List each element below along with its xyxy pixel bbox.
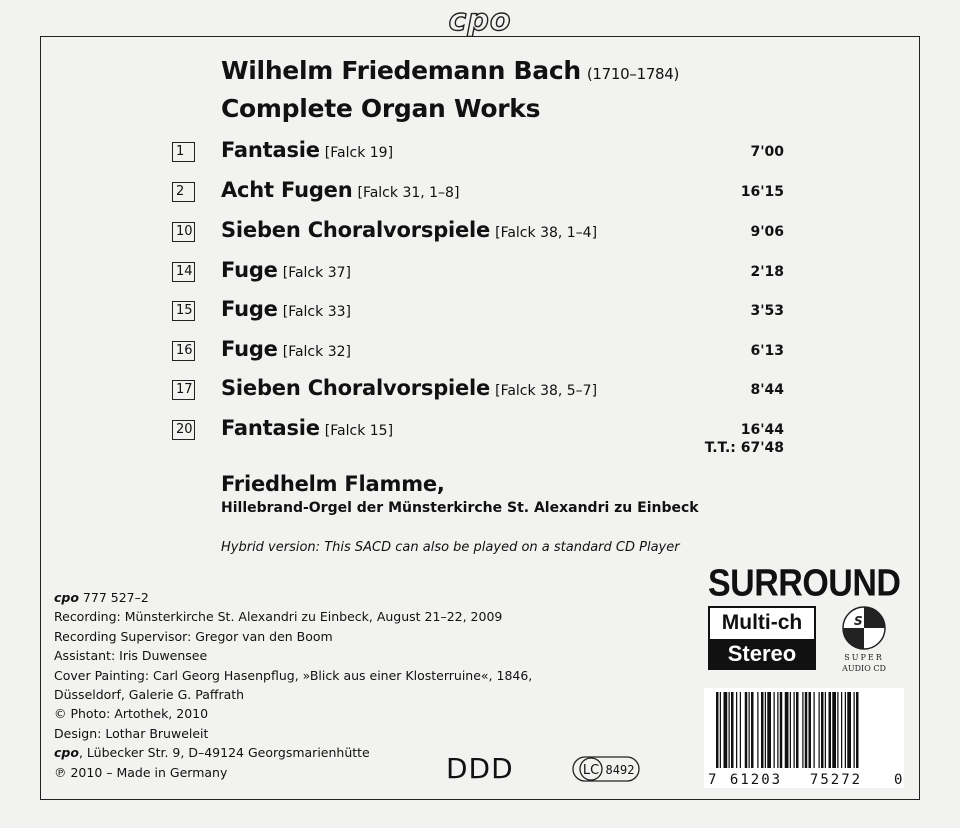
track-title (221, 337, 351, 361)
track-title-text: Fuge (221, 337, 278, 361)
track-catalog: [Falck 32] (282, 344, 351, 360)
barcode-bar (802, 692, 803, 768)
barcode-bar (809, 692, 812, 768)
track-title (221, 376, 597, 400)
track-title (221, 416, 393, 440)
track-duration: 7'00 (750, 144, 784, 160)
label-code-badge (572, 756, 640, 782)
track-title-text: Fuge (221, 297, 278, 321)
track-number: 16 (172, 341, 195, 361)
track-catalog: [Falck 31, 1–8] (357, 185, 460, 201)
barcode-left-digits: 61203 (729, 772, 783, 788)
sacd-logo (832, 604, 896, 676)
barcode-bar (740, 692, 741, 768)
ddd-code: DDD (446, 752, 514, 785)
track-number: 20 (172, 420, 195, 440)
svg-text:S: S (854, 614, 863, 628)
sacd-line1: SUPER (844, 653, 884, 662)
track-duration: 6'13 (750, 343, 784, 359)
barcode-bar (821, 692, 824, 768)
composer (221, 56, 679, 85)
barcode-first-digit: 7 (708, 772, 717, 788)
sacd-line2: AUDIO CD (842, 664, 886, 673)
barcode-bar (736, 692, 737, 768)
credit-line: Cover Painting: Carl Georg Hasenpflug, »Blick aus einer Klosterruine«, 1846, (54, 667, 533, 683)
barcode-bar (841, 692, 842, 768)
track-title-text: Fantasie (221, 416, 320, 440)
credit-line: Assistant: Iris Duwensee (54, 648, 208, 664)
track-row (172, 218, 784, 248)
barcode-bar (761, 692, 764, 768)
track-number: 14 (172, 262, 195, 282)
cpo-mark: cpo (54, 745, 79, 761)
barcode-bar (731, 692, 734, 768)
track-row (172, 297, 784, 327)
catalog-number (54, 588, 454, 607)
track-duration: 9'06 (750, 224, 784, 240)
barcode-bar (845, 692, 846, 768)
barcode-bar (716, 692, 719, 768)
lc-code: 8492 (605, 763, 635, 777)
barcode-bar (767, 692, 771, 768)
multich-label: Multi-ch (721, 611, 803, 634)
surround-logo: SURROUND (708, 562, 901, 605)
track-title (221, 218, 597, 242)
barcode-bar (847, 692, 851, 768)
barcode-bar (829, 692, 832, 768)
barcode-bar (856, 692, 859, 768)
barcode-bar (765, 692, 766, 768)
barcode-bar (825, 692, 826, 768)
address-text: , Lübecker Str. 9, D–49124 Georgsmarienhütte (78, 745, 370, 761)
barcode-bar (780, 692, 783, 768)
barcode-bar (720, 692, 721, 768)
barcode-bar (729, 692, 730, 768)
barcode-bar (745, 692, 748, 768)
credit-line: Düsseldorf, Galerie G. Paffrath (54, 687, 245, 703)
cpo-logo-text: cpo (448, 3, 512, 36)
credit-lines (54, 607, 533, 743)
multichannel-stereo-logo (708, 606, 816, 670)
track-row (172, 178, 784, 208)
barcode-right-digits: 75272 (809, 772, 863, 788)
address (54, 743, 454, 762)
track-catalog: [Falck 38, 1–4] (495, 225, 598, 241)
barcode-bar (774, 692, 775, 768)
track-title (221, 138, 393, 162)
hybrid-note: Hybrid version: This SACD can also be played on a standard CD Player (221, 540, 680, 555)
barcode-bar (777, 692, 778, 768)
track-catalog: [Falck 38, 5–7] (495, 383, 598, 399)
barcode-bar (832, 692, 836, 768)
credit-line: Recording: Münsterkirche St. Alexandri zu Einbeck, August 21–22, 2009 (54, 609, 503, 625)
svg-text:D: D (866, 629, 876, 643)
track-title-text: Sieben Choralvorspiele (221, 218, 491, 242)
barcode-bar (749, 692, 750, 768)
barcode-bar (724, 692, 728, 768)
composer-name: Wilhelm Friedemann Bach (221, 56, 581, 85)
barcode-bar (814, 692, 815, 768)
barcode-bar (805, 692, 808, 768)
track-number: 10 (172, 222, 195, 242)
credit-line: Design: Lothar Bruweleit (54, 725, 209, 741)
track-title-text: Sieben Choralvorspiele (221, 376, 491, 400)
lc-prefix: LC (582, 763, 600, 778)
track-duration: 2'18 (750, 264, 784, 280)
track-row (172, 337, 784, 367)
performer: Friedhelm Flamme, (221, 472, 445, 496)
stereo-label: Stereo (710, 639, 814, 668)
composer-dates: (1710–1784) (586, 65, 680, 83)
track-catalog: [Falck 33] (282, 304, 351, 320)
track-duration: 3'53 (750, 303, 784, 319)
barcode-bar (751, 692, 754, 768)
track-duration: 16'44 (740, 422, 784, 438)
cpo-mark: cpo (54, 590, 79, 605)
track-title-text: Fantasie (221, 138, 320, 162)
track-number: 2 (172, 182, 195, 202)
credit-line: © Photo: Artothek, 2010 (54, 706, 209, 722)
track-catalog: [Falck 37] (282, 265, 351, 281)
barcode-bar (837, 692, 838, 768)
track-title (221, 258, 351, 282)
credit-line: Recording Supervisor: Gregor van den Boom (54, 628, 333, 644)
barcode-bar (790, 692, 791, 768)
track-number: 1 (172, 142, 195, 162)
track-duration: 8'44 (750, 382, 784, 398)
track-catalog: [Falck 19] (324, 145, 394, 161)
barcode-bar (819, 692, 820, 768)
track-catalog: [Falck 15] (324, 423, 394, 439)
total-time: T.T.: 67'48 (704, 440, 784, 456)
organ-description: Hillebrand-Orgel der Münsterkirche St. Alexandri zu Einbeck (221, 500, 699, 516)
barcode-bar (854, 692, 855, 768)
track-row (172, 138, 784, 168)
track-row (172, 376, 784, 406)
copyright: ℗ 2010 – Made in Germany (54, 764, 228, 780)
track-row (172, 258, 784, 288)
barcode-bar (757, 692, 758, 768)
track-duration: 16'15 (740, 184, 784, 200)
track-number: 17 (172, 380, 195, 400)
barcode-bar (794, 692, 795, 768)
catalog-number-value: 777 527–2 (78, 590, 149, 605)
track-title-text: Fuge (221, 258, 278, 282)
track-title-text: Acht Fugen (221, 178, 353, 202)
barcode-bar (785, 692, 789, 768)
work-title: Complete Organ Works (221, 94, 541, 123)
track-title (221, 297, 351, 321)
cpo-logo (430, 2, 530, 36)
track-title (221, 178, 459, 202)
track-number: 15 (172, 301, 195, 321)
barcode-last-digit: 0 (894, 772, 903, 788)
barcode (704, 688, 904, 788)
barcode-bar (796, 692, 799, 768)
